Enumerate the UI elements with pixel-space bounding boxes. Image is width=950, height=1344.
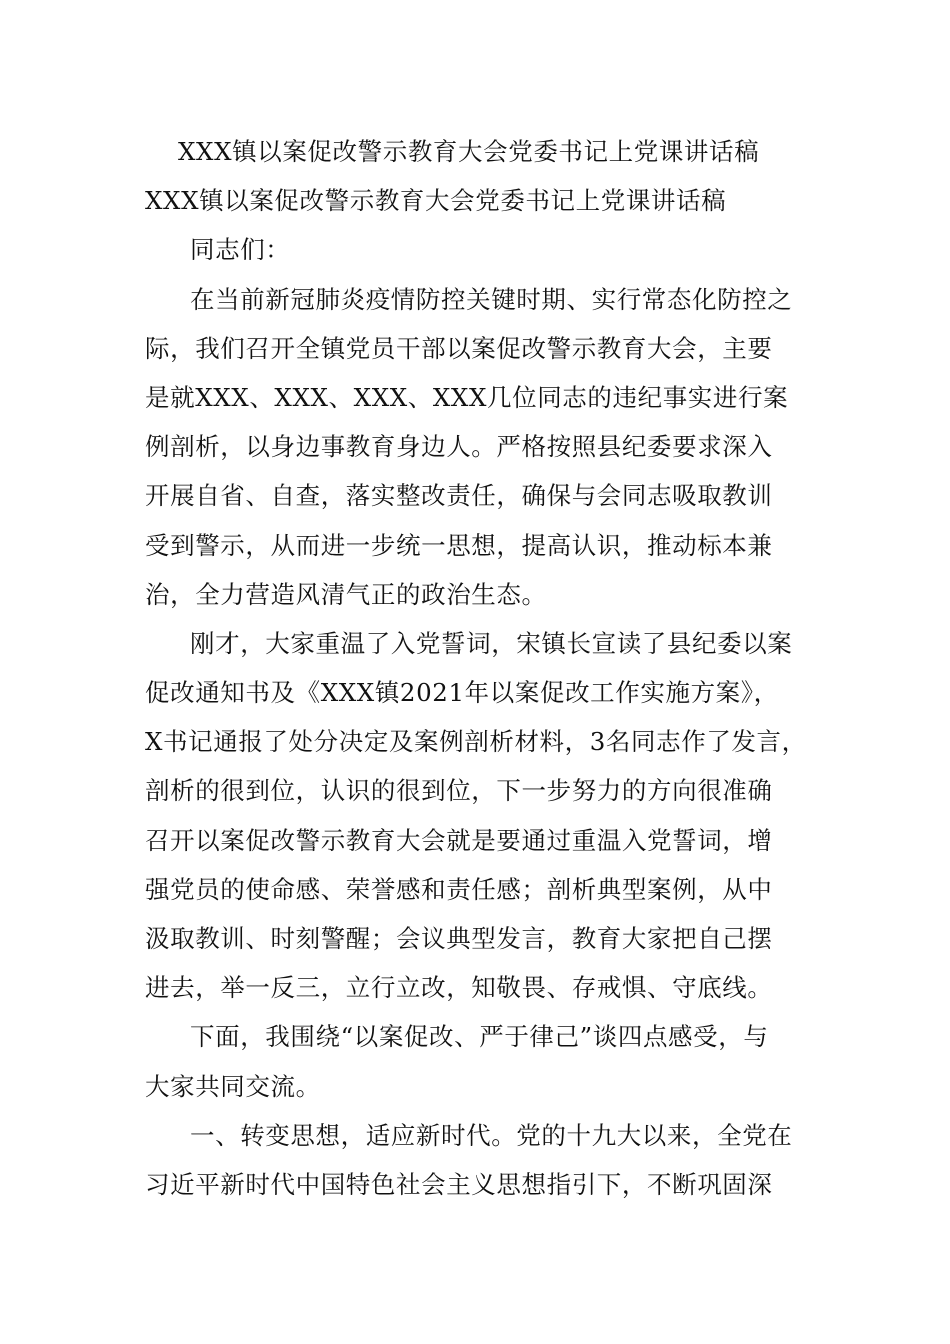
salutation: 同志们： (190, 235, 291, 265)
document-body (145, 127, 840, 1209)
paragraph-line: 治，全力营造风清气正的政治生态。 (145, 579, 547, 609)
document-title-centered: XXX镇以案促改警示教育大会党委书记上党课讲话稿 (178, 137, 760, 166)
paragraph-line: 习近平新时代中国特色社会主义思想指引下，不断巩固深 (145, 1169, 773, 1199)
paragraph-line: 在当前新冠肺炎疫情防控关键时期、实行常态化防控之 (190, 284, 793, 314)
paragraph-line: 例剖析，以身边事教育身边人。严格按照县纪委要求深入 (145, 432, 773, 462)
paragraph-line: 下面，我围绕“以案促改、严于律己”谈四点感受，与 (190, 1022, 769, 1052)
paragraph-3 (145, 1012, 840, 1110)
paragraph-line: 一、转变思想，适应新时代。党的十九大以来，全党在 (190, 1120, 793, 1150)
paragraph-line: 汲取教训、时刻警醒；会议典型发言，教育大家把自己摆 (145, 924, 773, 953)
paragraph-line: 受到警示，从而进一步统一思想，提高认识，推动标本兼 (145, 530, 773, 560)
paragraph-2 (145, 619, 840, 1013)
paragraph-line: 际，我们召开全镇党员干部以案促改警示教育大会，主要 (145, 333, 773, 363)
paragraph-line: 促改通知书及《XXX镇2021年以案促改工作实施方案》， (145, 678, 779, 708)
paragraph-1 (145, 275, 840, 619)
paragraph-line: 强党员的使命感、荣誉感和责任感；剖析典型案例，从中 (145, 874, 773, 904)
paragraph-line: X书记通报了处分决定及案例剖析材料，3名同志作了发言， (145, 727, 807, 757)
paragraph-line: 剖析的很到位，认识的很到位，下一步努力的方向很准确 (145, 776, 773, 806)
paragraph-line: 开展自省、自查，落实整改责任，确保与会同志吸取教训 (145, 481, 773, 511)
paragraph-line: 进去，举一反三，立行立改，知敬畏、存戒惧、守底线。 (145, 973, 773, 1003)
paragraph-4 (145, 1111, 840, 1209)
paragraph-line: 召开以案促改警示教育大会就是要通过重温入党誓词，增 (145, 825, 773, 855)
document-title: XXX镇以案促改警示教育大会党委书记上党课讲话稿 (145, 186, 727, 216)
paragraph-line: 大家共同交流。 (145, 1071, 321, 1101)
paragraph-line: 刚才，大家重温了入党誓词，宋镇长宣读了县纪委以案 (190, 628, 793, 658)
paragraph-line: 是就XXX、XXX、XXX、XXX几位同志的违纪事实进行案 (145, 382, 789, 412)
